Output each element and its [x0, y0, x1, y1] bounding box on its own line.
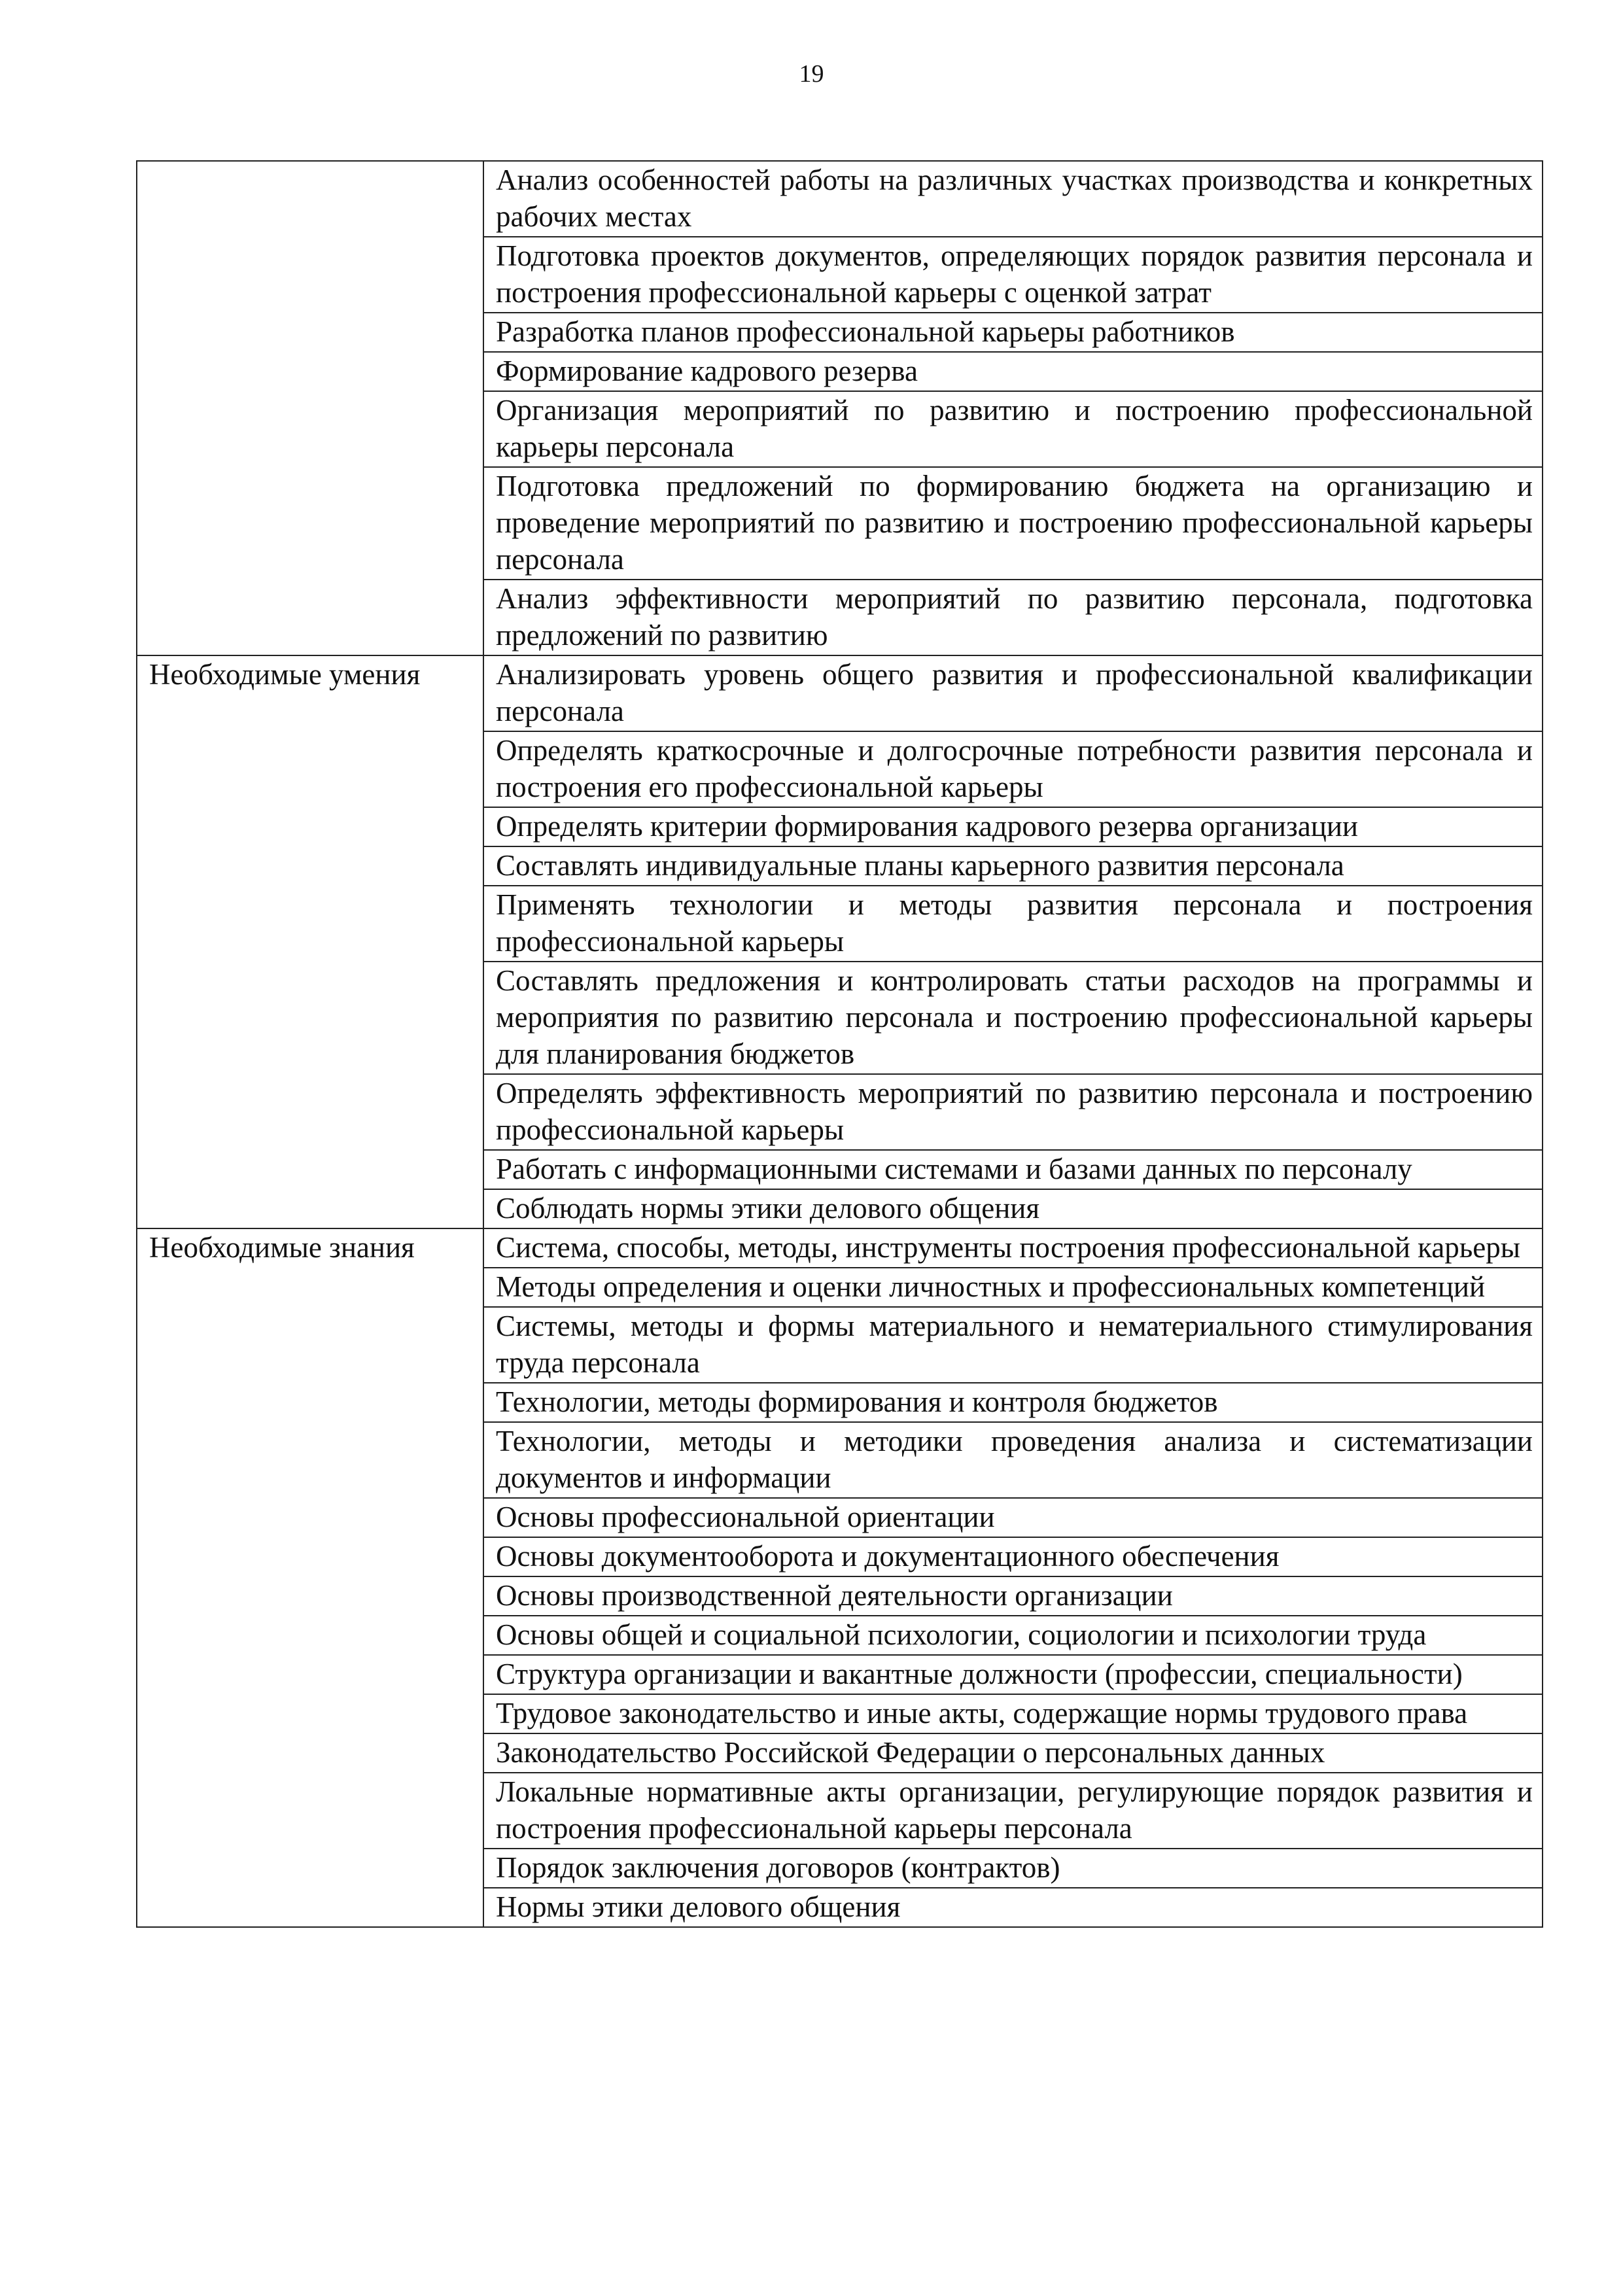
requirement-item: Методы определения и оценки личностных и профессиональных компетенций — [483, 1268, 1543, 1307]
page-number: 19 — [799, 60, 824, 88]
requirement-item: Соблюдать нормы этики делового общения — [483, 1189, 1543, 1228]
requirement-item: Анализ эффективности мероприятий по развитию персонала, подготовка предложений по развитию — [483, 580, 1543, 655]
table-row — [137, 161, 1543, 237]
requirement-item: Формирование кадрового резерва — [483, 352, 1543, 391]
section-label — [137, 161, 483, 655]
requirement-item: Определять эффективность мероприятий по развитию персонала и построению профессиональной карьеры — [483, 1074, 1543, 1150]
requirement-item: Составлять предложения и контролировать статьи расходов на программы и мероприятия по развитию персонала и построению профессиональной карьеры для планирования бюджетов — [483, 962, 1543, 1074]
requirement-item: Структура организации и вакантные должности (профессии, специальности) — [483, 1655, 1543, 1694]
requirement-item: Анализ особенностей работы на различных участках производства и конкретных рабочих местах — [483, 161, 1543, 237]
requirement-item: Система, способы, методы, инструменты построения профессиональной карьеры — [483, 1228, 1543, 1268]
requirement-item: Порядок заключения договоров (контрактов) — [483, 1849, 1543, 1888]
requirement-item: Подготовка предложений по формированию бюджета на организацию и проведение мероприятий по развитию и построению профессиональной карьеры персонала — [483, 467, 1543, 580]
requirement-item: Системы, методы и формы материального и нематериального стимулирования труда персонала — [483, 1307, 1543, 1383]
requirement-item: Законодательство Российской Федерации о персональных данных — [483, 1733, 1543, 1773]
table-row — [137, 655, 1543, 731]
requirement-item: Основы профессиональной ориентации — [483, 1498, 1543, 1537]
requirement-item: Основы общей и социальной психологии, социологии и психологии труда — [483, 1616, 1543, 1655]
requirement-item: Подготовка проектов документов, определяющих порядок развития персонала и построения профессиональной карьеры с оценкой затрат — [483, 237, 1543, 313]
requirement-item: Нормы этики делового общения — [483, 1888, 1543, 1927]
requirement-item: Технологии, методы формирования и контроля бюджетов — [483, 1383, 1543, 1422]
table-body — [137, 161, 1543, 1927]
table-row — [137, 1228, 1543, 1268]
requirements-table — [136, 160, 1543, 1928]
requirement-item: Разработка планов профессиональной карьеры работников — [483, 313, 1543, 352]
requirement-item: Анализировать уровень общего развития и профессиональной квалификации персонала — [483, 655, 1543, 731]
section-label: Необходимые знания — [137, 1228, 483, 1927]
requirement-item: Организация мероприятий по развитию и построению профессиональной карьеры персонала — [483, 391, 1543, 467]
requirement-item: Определять критерии формирования кадрового резерва организации — [483, 807, 1543, 846]
requirement-item: Локальные нормативные акты организации, регулирующие порядок развития и построения профессиональной карьеры персонала — [483, 1773, 1543, 1849]
requirement-item: Применять технологии и методы развития персонала и построения профессиональной карьеры — [483, 886, 1543, 962]
requirement-item: Определять краткосрочные и долгосрочные потребности развития персонала и построения его профессиональной карьеры — [483, 731, 1543, 807]
requirement-item: Трудовое законодательство и иные акты, содержащие нормы трудового права — [483, 1694, 1543, 1733]
requirement-item: Составлять индивидуальные планы карьерного развития персонала — [483, 846, 1543, 886]
requirement-item: Технологии, методы и методики проведения анализа и систематизации документов и информации — [483, 1422, 1543, 1498]
section-label: Необходимые умения — [137, 655, 483, 1228]
requirement-item: Работать с информационными системами и базами данных по персоналу — [483, 1150, 1543, 1189]
requirement-item: Основы производственной деятельности организации — [483, 1576, 1543, 1616]
requirement-item: Основы документооборота и документационного обеспечения — [483, 1537, 1543, 1576]
